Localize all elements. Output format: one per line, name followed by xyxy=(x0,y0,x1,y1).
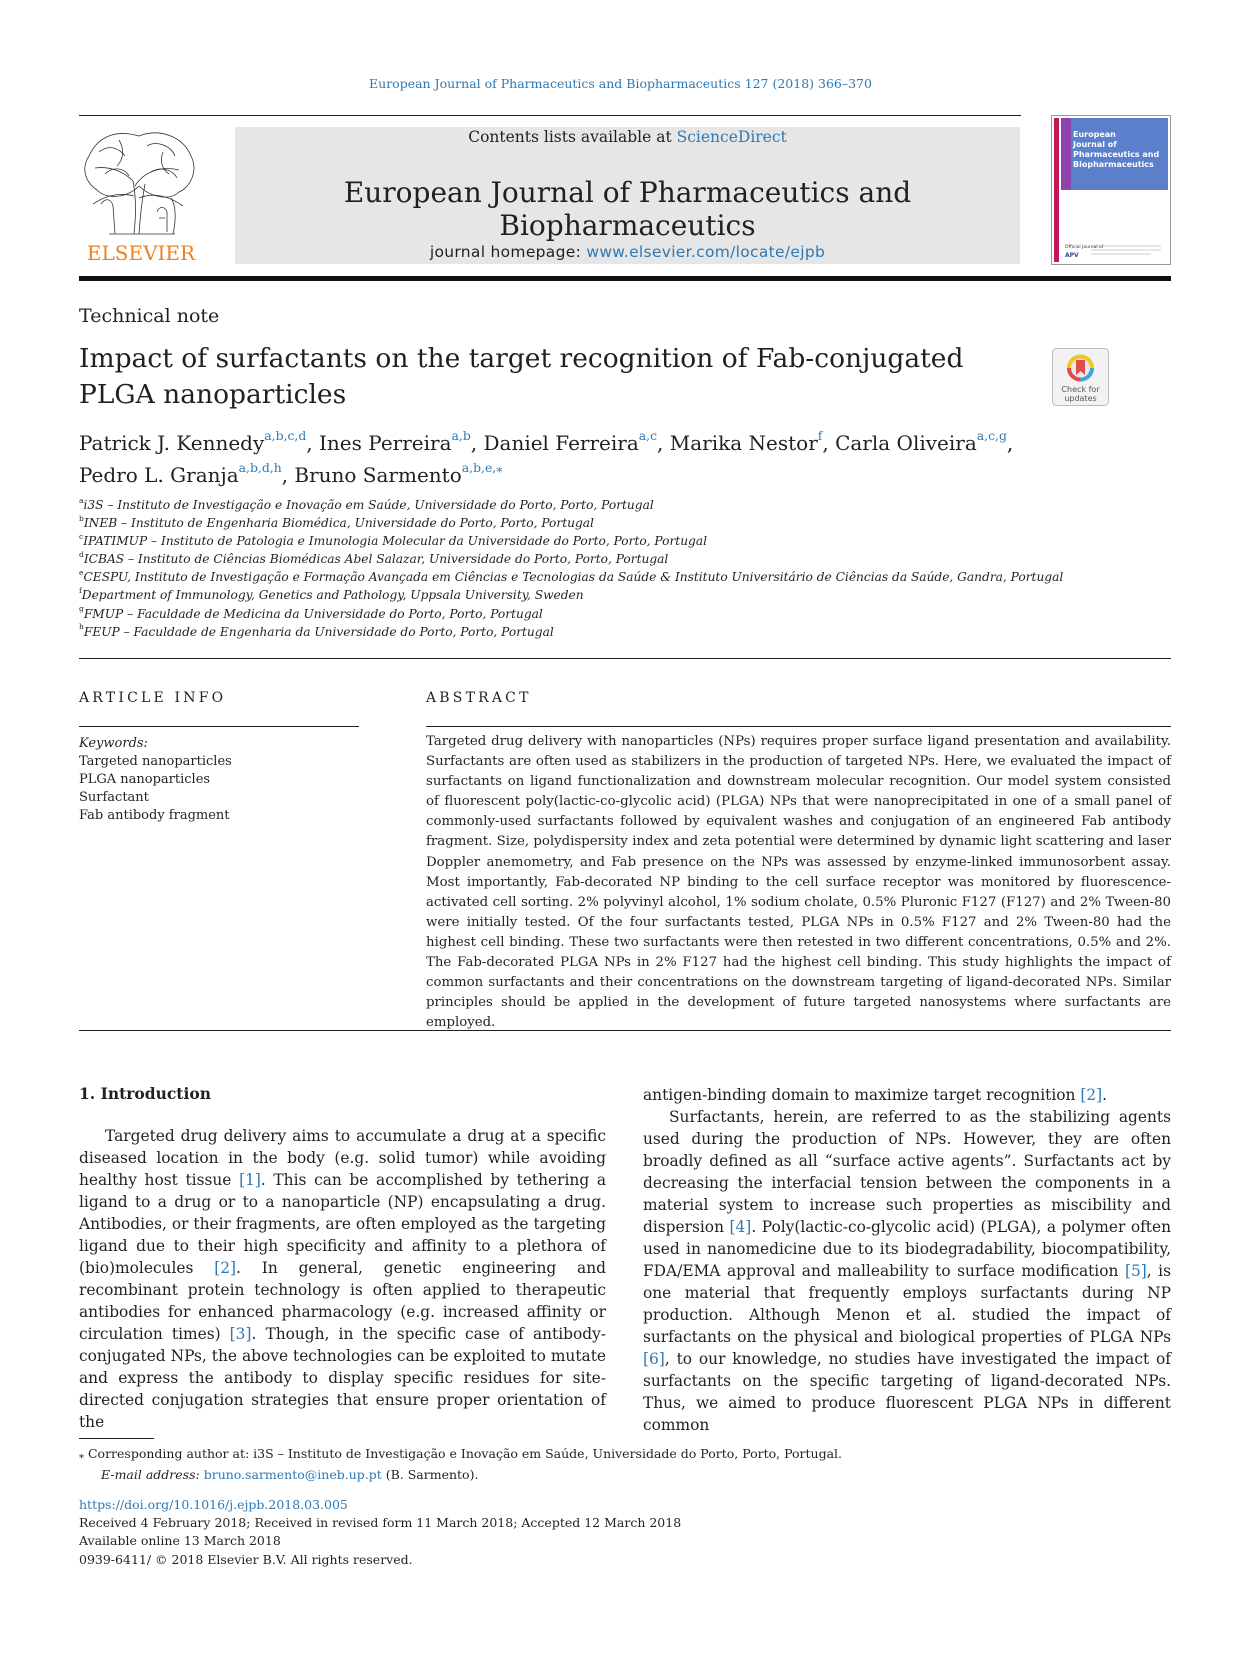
author-affiliation-marks: a,c,g xyxy=(976,428,1007,444)
body-text: , is one material that frequently employs surfactants during NP production. Although Menon et al. studied the impact of surfactants on the physical and biological properties of PLGA NPs xyxy=(643,1262,1171,1346)
corresponding-author-text: Corresponding author at: i3S – Instituto de Investigação e Inovação em Saúde, Universidade do Porto, Porto, Portugal. xyxy=(87,1446,842,1461)
email-suffix: (B. Sarmento). xyxy=(381,1467,479,1482)
author-name: Daniel Ferreira xyxy=(483,431,639,455)
cover-official-text: Official Journal of xyxy=(1065,245,1104,250)
received-dates: Received 4 February 2018; Received in revised form 11 March 2018; Accepted 12 March 2018 xyxy=(79,1515,682,1531)
keyword-item: Fab antibody fragment xyxy=(79,808,230,823)
body-text: antigen-binding domain to maximize target recognition xyxy=(643,1086,1081,1104)
cover-title-line: Biopharmaceutics xyxy=(1073,160,1154,169)
affiliation-key: a xyxy=(79,495,84,505)
author-name: Patrick J. Kennedy xyxy=(79,431,265,455)
check-updates-label: updates xyxy=(1064,394,1097,403)
citation-link[interactable]: [1] xyxy=(239,1171,261,1189)
affiliation-item xyxy=(79,623,1063,641)
author-separator: , xyxy=(1006,431,1014,455)
affiliation-item xyxy=(79,586,1063,604)
abstract-divider xyxy=(426,726,1171,727)
intro-heading: 1. Introduction xyxy=(79,1084,211,1103)
journal-title: European Journal of Pharmaceutics and Biopharmaceutics xyxy=(343,176,912,242)
abstract-text: Targeted drug delivery with nanoparticles (NPs) requires proper surface ligand presentation and availability. Surfactants are often used as stabilizers in the production of targeted NPs. Here, we evaluated the impact of surfactants on ligand functionalization and downstream molecular recognition. Our model system consisted of fluorescent poly(lactic-co-glycolic acid) (PLGA) NPs that were nanoprecipitated in one of a small panel of commonly-used surfactants followed by equivalent washes and conjugation of an engineered Fab antibody fragment. Size, polydispersity index and zeta potential were determined by dynamic light scattering and laser Doppler anemometry, and Fab presence on the NPs was assessed by enzyme-linked immunosorbent assay. Most importantly, Fab-decorated NP binding to the cell surface receptor was monitored by fluorescence-activated cell sorting. 2% polyvinyl alcohol, 1% sodium cholate, 0.5% Pluronic F127 (F127) and 2% Tween-80 were initially tested. Of the four surfactants tested, PLGA NPs in 0.5% F127 and 2% Tween-80 had the highest cell binding. These two surfactants were then retested in two different concentrations, 0.5% and 2%. The Fab-decorated PLGA NPs in 2% F127 had the highest cell binding. This study highlights the impact of common surfactants and their concentrations on the downstream targeting of ligand-decorated NPs. Similar principles should be applied in the development of future targeted nanosystems where surfactants are employed. xyxy=(426,734,1171,1031)
author-list xyxy=(79,427,1059,491)
intro-paragraph-continuation xyxy=(643,1084,1171,1106)
author-affiliation-marks: a,c xyxy=(638,428,658,444)
author-name: Bruno Sarmento xyxy=(294,463,462,487)
affiliation-text: FMUP – Faculdade de Medicina da Universidade do Porto, Porto, Portugal xyxy=(83,606,543,621)
affiliation-key: b xyxy=(79,513,84,523)
contents-line xyxy=(235,128,1020,146)
keyword-item: PLGA nanoparticles xyxy=(79,772,211,787)
publisher-name: ELSEVIER xyxy=(86,241,196,264)
cover-title-line: European xyxy=(1073,130,1116,139)
author-separator: , xyxy=(306,431,320,455)
affiliation-text: FEUP – Faculdade de Engenharia da Universidade do Porto, Porto, Portugal xyxy=(83,624,554,639)
keywords-label: Keywords: xyxy=(79,736,148,751)
article-info-divider xyxy=(79,726,359,727)
body-text: . Poly(lactic-co-glycolic acid) (PLGA), a polymer often used in nanomedicine due to its biodegradability, biocompatibility, FDA/EMA approval and malleability to surface modification xyxy=(643,1218,1171,1280)
contents-prefix: Contents lists available at xyxy=(468,128,677,146)
author-affiliation-marks: a,b,e,⁎ xyxy=(461,460,503,476)
article-info-heading: ARTICLE INFO xyxy=(79,690,227,706)
affiliation-item xyxy=(79,514,1063,532)
paper-title: Impact of surfactants on the target recognition of Fab-conjugated PLGA nanoparticles xyxy=(79,343,964,410)
homepage-prefix: journal homepage: xyxy=(429,243,587,261)
check-updates-label: Check for xyxy=(1061,385,1100,394)
tree-icon xyxy=(85,133,194,234)
homepage-link[interactable]: www.elsevier.com/locate/ejpb xyxy=(586,243,826,261)
affiliation-text: CESPU, Instituto de Investigação e Formação Avançada em Ciências e Tecnologias da Saúde & Instituto Universitário de Ciências da Saúde, Gandra, Portugal xyxy=(83,570,1064,585)
affiliation-key: d xyxy=(79,550,84,560)
affiliation-text: i3S – Instituto de Investigação e Inovação em Saúde, Universidade do Porto, Porto, Portugal xyxy=(83,498,654,512)
intro-paragraph xyxy=(643,1106,1171,1436)
email-link[interactable]: bruno.sarmento@ineb.up.pt xyxy=(203,1467,382,1482)
affiliation-text: IPATIMUP – Instituto de Patologia e Imunologia Molecular da Universidade do Porto, Porto, Portugal xyxy=(83,534,708,549)
author-separator: , xyxy=(822,431,836,455)
available-online: Available online 13 March 2018 xyxy=(79,1533,281,1549)
affiliation-item xyxy=(79,532,1063,550)
citation-link[interactable]: [2] xyxy=(214,1259,237,1277)
author-name: Carla Oliveira xyxy=(835,431,977,455)
article-type: Technical note xyxy=(79,305,220,327)
intro-paragraph xyxy=(79,1125,606,1433)
header-thick-divider xyxy=(79,276,1171,281)
body-text: . This can be accomplished by tethering a ligand to a drug or to a nanoparticle (NP) encapsulating a drug. Antibodies, or their fragments, are often employed as the targeting ligand due to their high specificity and affinity to a plethora of (bio)molecules xyxy=(79,1171,607,1277)
affiliation-item xyxy=(79,550,1063,568)
footnote-mark: ⁎ xyxy=(79,1450,84,1461)
sciencedirect-link[interactable]: ScienceDirect xyxy=(676,128,787,146)
cover-title-line: Pharmaceutics and xyxy=(1073,150,1160,159)
abstract-heading: ABSTRACT xyxy=(426,690,532,706)
cover-title-line: Journal of xyxy=(1073,140,1117,149)
author-affiliation-marks: a,b,c,d xyxy=(264,428,307,444)
check-for-updates-badge[interactable] xyxy=(1052,348,1109,406)
body-text: Targeted drug delivery aims to accumulate a drug at a specific diseased location in the body (e.g. solid tumor) while avoiding healthy host tissue xyxy=(79,1127,606,1189)
affiliation-item xyxy=(79,568,1063,586)
elsevier-tree-logo xyxy=(79,126,203,264)
affiliation-key: f xyxy=(79,586,82,596)
body-text: , to our knowledge, no studies have investigated the impact of surfactants on the specific targeting of ligand-decorated NPs. Thus, we aimed to produce fluorescent PLGA NPs in different common xyxy=(643,1350,1171,1434)
affiliation-text: ICBAS – Instituto de Ciências Biomédicas Abel Salazar, Universidade do Porto, Porto, Portugal xyxy=(83,552,669,567)
author-affiliation-marks: a,b,d,h xyxy=(238,460,282,476)
bookmark-icon xyxy=(1068,355,1094,381)
publication-footer xyxy=(79,1496,681,1569)
body-right-column xyxy=(643,1084,1171,1436)
citation-link[interactable]: [4] xyxy=(729,1218,752,1236)
body-text: . xyxy=(1102,1086,1108,1104)
body-text: . Though, in the specific case of antibody-conjugated NPs, the above technologies can be exploited to mutate and express the antibody to display specific residues for site-directed conjugation strategies that ensure proper orientation of the xyxy=(79,1325,606,1431)
body-text: Surfactants, herein, are referred to as the stabilizing agents used during the production of NPs. However, they are often broadly defined as all “surface active agents”. Surfactants act by decreasing the interfacial tension between the components in a material system to increase such properties as miscibility and dispersion xyxy=(643,1108,1171,1236)
section-divider xyxy=(79,1030,1171,1031)
section-divider xyxy=(79,658,1171,659)
body-left-column xyxy=(79,1125,606,1433)
citation-link[interactable]: [6] xyxy=(643,1350,665,1368)
copyright: 0939-6411/ © 2018 Elsevier B.V. All rights reserved. xyxy=(79,1551,413,1567)
author-name: Marika Nestor xyxy=(669,431,818,455)
cover-apv-logo: APV xyxy=(1065,252,1079,259)
footnote-divider xyxy=(79,1438,154,1439)
author-name: Pedro L. Granja xyxy=(79,463,239,487)
affiliation-item xyxy=(79,605,1063,623)
author-affiliation-marks: a,b xyxy=(451,428,471,444)
doi-link[interactable]: https://doi.org/10.1016/j.ejpb.2018.03.005 xyxy=(79,1497,348,1512)
affiliation-item xyxy=(79,496,1063,514)
author-separator: , xyxy=(657,431,670,455)
email-label: E-mail address: xyxy=(101,1467,200,1482)
affiliation-key: h xyxy=(79,622,84,632)
journal-reference[interactable]: European Journal of Pharmaceutics and Biopharmaceutics 127 (2018) 366–370 xyxy=(369,76,872,91)
affiliation-text: INEB – Instituto de Engenharia Biomédica, Universidade do Porto, Porto, Portugal xyxy=(83,516,594,531)
citation-link[interactable]: [3] xyxy=(229,1325,252,1343)
keywords-block xyxy=(79,735,232,825)
affiliation-text: Department of Immunology, Genetics and Pathology, Uppsala University, Sweden xyxy=(81,588,584,603)
journal-cover-thumbnail xyxy=(1051,115,1171,265)
homepage-line xyxy=(235,243,1020,261)
keyword-item: Surfactant xyxy=(79,790,149,805)
author-separator: , xyxy=(470,431,484,455)
author-separator: , xyxy=(281,463,295,487)
affiliation-list xyxy=(79,496,1063,641)
corresponding-author-footnote xyxy=(79,1444,842,1484)
affiliation-key: g xyxy=(79,604,84,614)
author-name: Ines Perreira xyxy=(319,431,452,455)
affiliation-key: c xyxy=(79,532,84,541)
keyword-item: Targeted nanoparticles xyxy=(79,754,232,769)
author-affiliation-marks: f xyxy=(817,428,823,444)
affiliation-key: e xyxy=(79,568,84,578)
citation-link[interactable]: [5] xyxy=(1124,1262,1147,1280)
citation-link[interactable]: [2] xyxy=(1080,1086,1103,1104)
body-text: . In general, genetic engineering and recombinant protein technology is often applied to therapeutic antibodies for enhanced pharmacology (e.g. increased affinity or circulation times) xyxy=(79,1259,606,1343)
top-divider xyxy=(79,115,1021,116)
